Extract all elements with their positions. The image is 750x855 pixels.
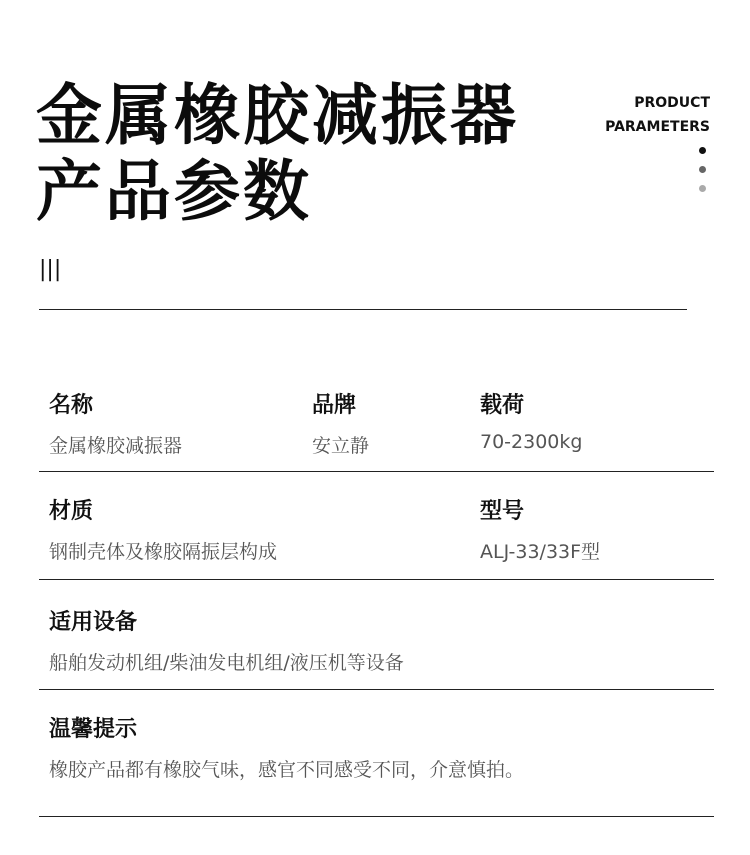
spec-label: 载荷: [480, 393, 525, 418]
spec-value: ALJ-33/33F型: [480, 541, 601, 563]
dot-dark: [699, 147, 706, 154]
spec-value: 橡胶产品都有橡胶气味，感官不同感受不同，介意慎拍。: [49, 759, 525, 781]
english-subtitle-line-2: PARAMETERS: [605, 119, 710, 135]
header-divider: [39, 309, 687, 310]
spec-material: [49, 494, 277, 564]
dot-medium: [699, 166, 706, 173]
spec-load: [480, 388, 582, 453]
spec-model: [480, 494, 600, 564]
page-title: [36, 78, 519, 230]
row-divider: [39, 471, 714, 472]
row-divider: [39, 689, 714, 690]
spec-label: 型号: [480, 499, 525, 524]
spec-label: 名称: [49, 393, 94, 418]
title-line-1: 金属橡胶减振器: [36, 77, 519, 154]
dot-light: [699, 185, 706, 192]
spec-name: [49, 388, 182, 458]
row-divider: [39, 816, 714, 817]
spec-brand: [312, 388, 369, 458]
spec-label: 品牌: [312, 393, 357, 418]
spec-equipment: [49, 605, 404, 675]
row-divider: [39, 579, 714, 580]
spec-value: 船舶发动机组/柴油发电机组/液压机等设备: [49, 652, 404, 674]
spec-notice: [49, 712, 524, 782]
spec-label: 温馨提示: [49, 717, 138, 742]
spec-label: 材质: [49, 499, 94, 524]
english-subtitle: [605, 91, 710, 139]
spec-value: 安立静: [312, 435, 370, 457]
spec-label: 适用设备: [49, 610, 138, 635]
bars-mark: |||: [39, 257, 62, 282]
title-line-2: 产品参数: [36, 153, 312, 230]
spec-value: 金属橡胶减振器: [49, 435, 183, 457]
spec-value: 70-2300kg: [480, 431, 583, 453]
spec-value: 钢制壳体及橡胶隔振层构成: [49, 541, 278, 563]
english-subtitle-line-1: PRODUCT: [634, 95, 710, 111]
